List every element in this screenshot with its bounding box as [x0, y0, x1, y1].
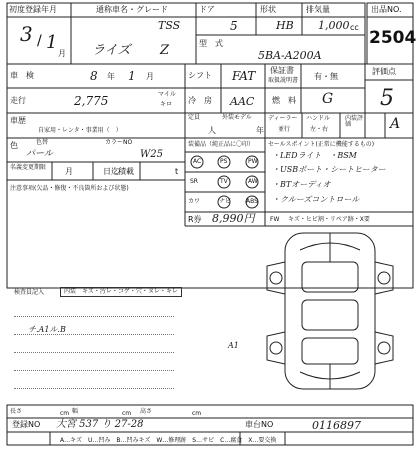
sales-points-label: セールスポイント(正常に機能するもの) [268, 141, 375, 148]
note-line-4 [14, 370, 174, 371]
chassis-label: 車台NO [245, 420, 274, 429]
interior-check-label: 検査員記入 [14, 289, 45, 296]
handwritten-note: チ.A1ル.B [28, 325, 66, 334]
footer-legend: A…キズ U…凹み B…凹みキズ W…修理跡 S…サビ C…腐食 X…要交換 [60, 437, 277, 444]
recycle-label: R券 [188, 215, 202, 224]
model-code: 5BA-A200A [258, 49, 322, 62]
interior-value: A [390, 116, 401, 132]
door-label: ドア [199, 5, 215, 14]
displacement-value: 1,000 [318, 19, 350, 32]
model-label: 型 式 [199, 39, 223, 48]
fw-text: キズ・ヒビ割・リペア跡・X要 [288, 216, 370, 223]
note-line-3 [14, 352, 174, 353]
shift-value: FAT [232, 69, 256, 83]
inspection-year: 8 [90, 69, 98, 83]
lot-label: 出品NO. [371, 5, 402, 14]
first-reg-year: 3 [20, 22, 33, 46]
inspection-month-unit: 月 [146, 72, 154, 81]
chassis-value: 0116897 [312, 419, 361, 432]
width-label: 幅 [72, 408, 79, 415]
equipment-item-tv: TV [220, 178, 228, 185]
displacement-label: 排気量 [306, 5, 330, 14]
equipment-item-sr: SR [190, 178, 198, 185]
handle-value: 左・右 [310, 126, 329, 133]
mileage-value: 2,775 [74, 94, 109, 108]
first-reg-label: 初度登録年月 [9, 5, 57, 14]
shape-value: HB [276, 19, 294, 32]
diagram-note: A1 [228, 341, 239, 350]
doors-value: 5 [230, 19, 238, 33]
warranty-mark: 有・無 [314, 72, 338, 81]
fw-label: FW [270, 216, 280, 223]
note-line-5 [14, 388, 174, 389]
car-diagram [267, 233, 393, 389]
equipment-item-pw: PW [248, 158, 258, 165]
grade-code: TSS [158, 19, 181, 32]
width-unit: cm [122, 410, 132, 417]
car-grade: Z [160, 43, 170, 58]
history-label: 車歴 [10, 116, 26, 125]
color-model-label: 外装モデル [222, 114, 252, 121]
capacity-unit: 人 [208, 126, 216, 135]
color-no-label: カラーNO [105, 139, 133, 146]
mileage-label: 走行 [10, 96, 26, 105]
km-label: キロ [160, 101, 173, 108]
notes-label: 注意事項(欠品・修復・不良箇所および状態) [10, 185, 129, 192]
color-orig-label: 色替 [36, 139, 49, 146]
color-value: パール [26, 149, 53, 159]
capacity-label: 定員 [188, 114, 201, 121]
car-name: ライズ [92, 43, 131, 58]
equipment-item-leather: カワ [188, 198, 201, 205]
length-label: 長さ [10, 408, 23, 415]
equipment-item-navi: ナビ [219, 198, 232, 205]
length-unit: cm [60, 410, 70, 417]
cc-unit: cc [350, 23, 359, 32]
warranty-sub-label: 取扱説明書 [268, 77, 299, 84]
sales-point-1: ・LEDライト ・BSM [272, 151, 357, 160]
color-model-unit: 年 [256, 126, 264, 135]
load-label: 積載 [118, 167, 134, 176]
lot-number: 2504 [369, 28, 417, 48]
equipment-item-aw: AW [248, 178, 258, 185]
fuel-label: 燃 料 [272, 96, 296, 105]
fuel-value: G [322, 91, 334, 107]
equipment-item-abs: ABS [246, 198, 258, 205]
inspection-label: 車 検 [10, 71, 34, 80]
equipment-item-ps: PS [220, 158, 228, 165]
inspection-year-unit: 年 [107, 72, 115, 81]
ac-value: AAC [230, 95, 255, 108]
ac-label: 冷 房 [188, 96, 212, 105]
equipment-item-ac: AC [193, 158, 202, 165]
score-label: 評価点 [372, 67, 396, 76]
color-label: 色 [10, 141, 18, 150]
name-change-label: 名義変更期限 [10, 164, 47, 171]
equipment-label: 装備品（純正品に〇印） [188, 141, 255, 148]
first-reg-slash: / [37, 33, 42, 49]
score-value: 5 [380, 86, 394, 111]
reg-no-label: 登録NO [12, 420, 41, 429]
mile-label: マイル [158, 91, 176, 98]
handle-label: ハンドル [306, 115, 331, 122]
inspection-month: 1 [128, 69, 136, 83]
history-options: 自家用・レンタ・事業用（ ） [38, 127, 122, 134]
first-reg-month-unit: 月 [58, 49, 66, 58]
interior-label: 内装評価 [345, 115, 364, 128]
load-unit: t [175, 167, 179, 176]
name-change-month: 月 [65, 167, 73, 176]
name-change-day: 日迄 [103, 167, 119, 176]
dealer-label: ディーラー [268, 115, 298, 122]
color-no-value: W25 [140, 149, 164, 160]
sales-point-4: ・クルーズコントロール [272, 195, 360, 204]
first-reg-month: 1 [46, 32, 58, 53]
sales-point-2: ・USBポート・シートヒーター [272, 165, 386, 174]
shape-label: 形状 [260, 5, 276, 14]
height-label: 高さ [140, 408, 153, 415]
name-grade-label: 通称車名・グレード [96, 5, 168, 14]
warranty-label: 保証書 [270, 66, 294, 75]
reg-no-value: 大宮 537 り 27-28 [56, 419, 144, 430]
height-unit: cm [192, 410, 202, 417]
recycle-value: 8,990円 [212, 212, 255, 225]
note-line-2 [14, 334, 174, 335]
note-line-1 [14, 316, 174, 317]
dealer-value: 並行 [278, 126, 291, 133]
sales-point-3: ・BTオーディオ [272, 180, 331, 189]
interior-check-options: 内装 キズ・汚レ・コゲ・穴・ヌレ・キレ [60, 287, 182, 297]
shift-label: シフト [188, 71, 212, 80]
